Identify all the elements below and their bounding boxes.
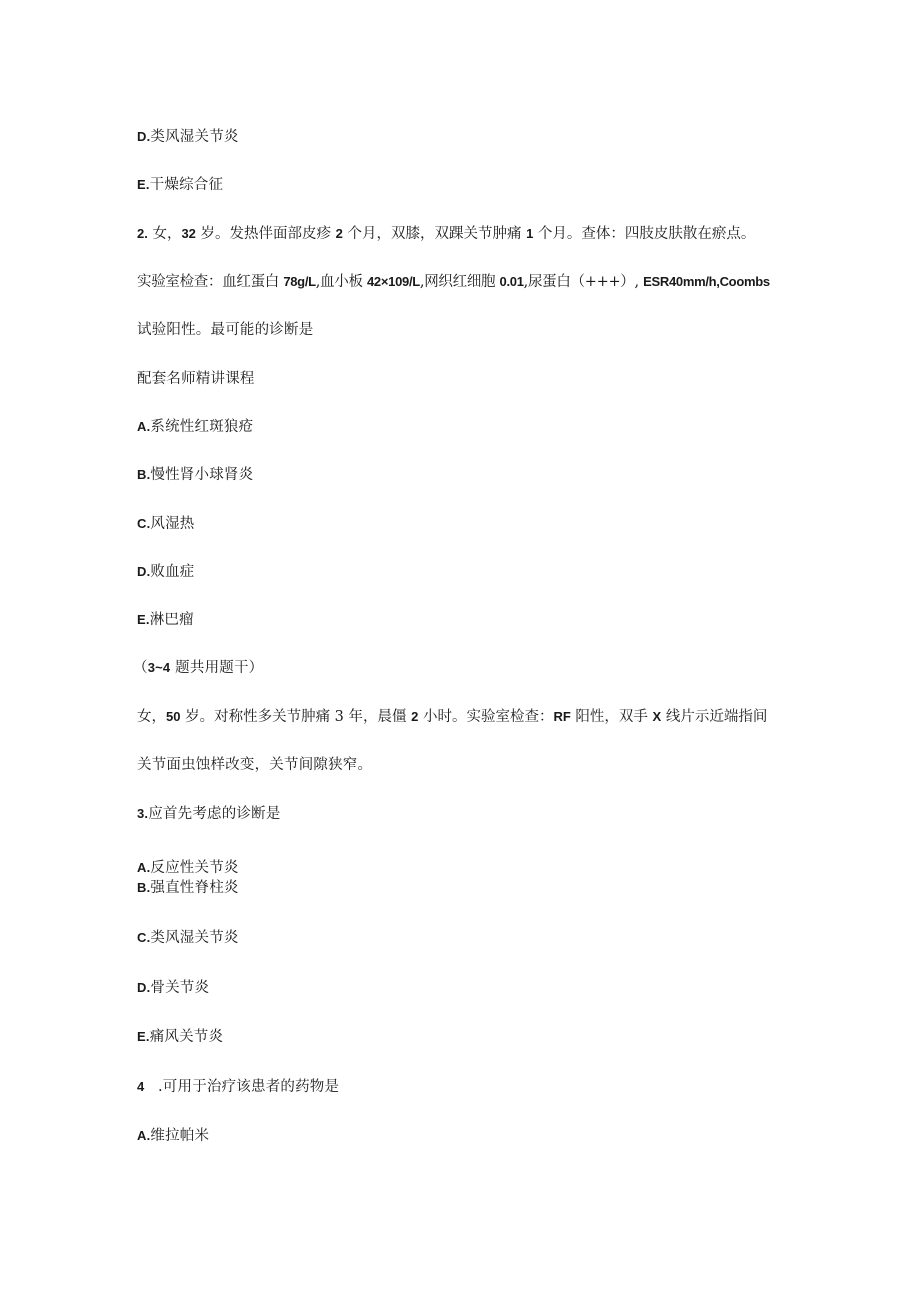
option-text: 风湿热 — [150, 516, 195, 532]
question-2-stem-line-1 — [137, 224, 755, 244]
question-2-stem-line-3 — [137, 320, 313, 340]
text-fragment: 试验阳性。最可能的诊断是 — [137, 322, 314, 338]
option-text: 系统性红斑狼疮 — [150, 419, 254, 435]
option-label: D. — [137, 564, 151, 579]
question-3-stem — [137, 804, 281, 824]
option-label: A. — [137, 1128, 151, 1143]
text-fragment: 小时。实验室检查： — [418, 709, 554, 725]
option-d-q2 — [137, 562, 195, 582]
option-e-q2 — [137, 610, 194, 630]
option-d-q3 — [137, 978, 209, 998]
option-label: D. — [137, 129, 151, 144]
text-fragment: 女， — [137, 709, 166, 725]
text-fragment: 关节面虫蚀样改变，关节间隙狭窄。 — [137, 757, 373, 773]
text-fragment: 岁。对称性多关节肿痛 3 年，晨僵 — [180, 709, 412, 725]
number-fragment: RF — [553, 709, 571, 724]
text-fragment: 个月。查体：四肢皮肤散在瘀点。 — [533, 226, 756, 242]
option-text: 痛风关节炎 — [149, 1029, 224, 1045]
question-number: 2. — [137, 226, 148, 241]
option-d-q1 — [137, 127, 239, 147]
text-fragment: 配套名师精讲课程 — [137, 371, 255, 387]
option-e-q3 — [137, 1027, 223, 1047]
option-b-q3 — [137, 878, 239, 898]
option-text: 强直性脊柱炎 — [150, 880, 239, 896]
option-label: D. — [137, 980, 151, 995]
number-fragment: 32 — [181, 226, 196, 241]
number-fragment: 0.01 — [499, 274, 524, 289]
option-label: B. — [137, 467, 151, 482]
text-fragment: 题共用题干） — [170, 660, 264, 676]
number-fragment: 1 — [526, 226, 534, 241]
option-c-q3 — [137, 928, 239, 948]
option-e-q1 — [137, 175, 223, 195]
number-fragment: 2 — [335, 226, 343, 241]
option-label: A. — [137, 860, 151, 875]
option-a-q3 — [137, 858, 239, 878]
number-fragment: 42×109/L — [367, 274, 420, 289]
option-text: 慢性肾小球肾炎 — [150, 467, 254, 483]
option-text: 淋巴瘤 — [149, 612, 194, 628]
option-text: 维拉帕米 — [150, 1128, 210, 1144]
number-fragment: 3~4 — [147, 660, 171, 675]
option-a-q4 — [137, 1126, 209, 1146]
option-text: 反应性关节炎 — [150, 860, 239, 876]
text-fragment: ,血小板 — [315, 274, 367, 290]
option-label: E. — [137, 612, 150, 627]
text-fragment: 女， — [147, 226, 182, 242]
shared-stem-line-2 — [137, 755, 372, 775]
question-number: 4 — [137, 1079, 145, 1094]
shared-stem-header — [133, 658, 263, 678]
option-label: C. — [137, 516, 151, 531]
question-4-stem — [137, 1077, 339, 1097]
text-fragment: （ — [133, 660, 148, 676]
course-link-text — [137, 369, 255, 389]
text-fragment: ,网织红细胞 — [419, 274, 500, 290]
option-text: 骨关节炎 — [150, 980, 210, 996]
number-fragment: 50 — [166, 709, 181, 724]
text-fragment: 个月，双膝，双踝关节肿痛 — [342, 226, 527, 242]
option-text: 类风湿关节炎 — [150, 930, 239, 946]
option-text: 干燥综合征 — [149, 177, 224, 193]
text-fragment: 实验室检查：血红蛋白 — [137, 274, 284, 290]
option-label: B. — [137, 880, 151, 895]
option-b-q2 — [137, 465, 253, 485]
option-label: E. — [137, 177, 150, 192]
option-a-q2 — [137, 417, 253, 437]
number-fragment: 78g/L — [283, 274, 316, 289]
question-2-stem-line-2 — [137, 272, 770, 292]
number-fragment: 2 — [411, 709, 419, 724]
text-fragment: 阳性，双手 — [570, 709, 653, 725]
question-number: 3. — [137, 806, 149, 821]
option-text: 类风湿关节炎 — [150, 129, 239, 145]
text-fragment: 线片示近端指间 — [661, 709, 768, 725]
option-c-q2 — [137, 514, 195, 534]
text-fragment: ,尿蛋白（+++）, — [523, 274, 644, 290]
option-label: E. — [137, 1029, 150, 1044]
option-label: C. — [137, 930, 151, 945]
option-label: A. — [137, 419, 151, 434]
number-fragment: ESR40mm/h,Coombs — [643, 274, 770, 289]
option-text: 败血症 — [150, 564, 195, 580]
shared-stem-line-1 — [137, 707, 767, 727]
text-fragment: 岁。发热伴面部皮疹 — [195, 226, 336, 242]
number-fragment: X — [652, 709, 662, 724]
text-fragment: 应首先考虑的诊断是 — [148, 806, 281, 822]
text-fragment: .可用于治疗该患者的药物是 — [158, 1079, 340, 1095]
